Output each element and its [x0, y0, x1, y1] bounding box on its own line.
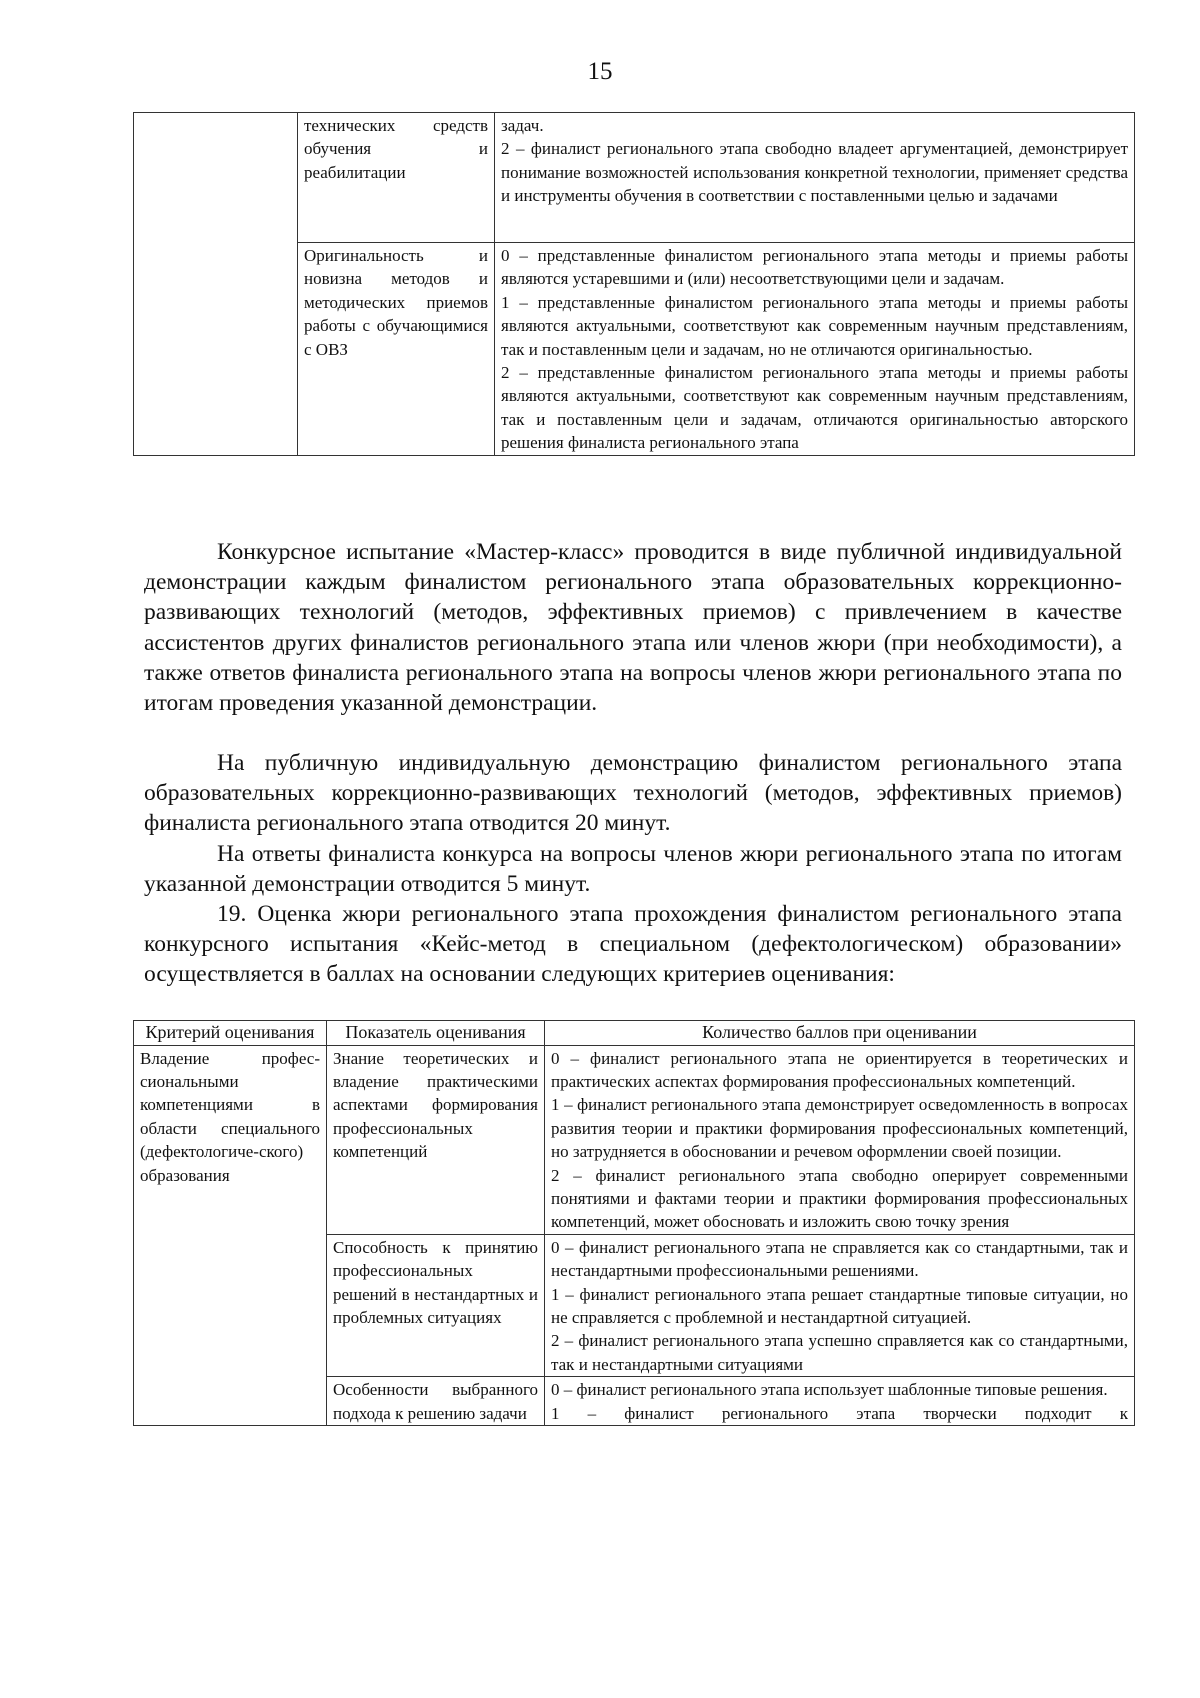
- criterion-cell-empty: [134, 113, 298, 456]
- column-header: Критерий оценивания: [134, 1021, 327, 1046]
- body-paragraph: Конкурсное испытание «Мастер-класс» проводится в виде публичной индивидуальной демонстрации каждым финалистом регионального этапа образовательных коррекционно-развивающих технологий (методов, эффективных приемов) с привлечением в качестве ассистентов других финалистов регионального этапа или членов жюри (при необходимости), а также ответов финалиста регионального этапа на вопросы членов жюри регионального этапа по итогам проведения указанной демонстрации.: [144, 539, 1122, 717]
- score-text: 0 – представленные финалистом регионального этапа методы и приемы работы являются устаревшими и (или) несоответствующими цели и задачам.: [501, 246, 1128, 289]
- scores-cell: [545, 1234, 1135, 1376]
- score-text: 2 – финалист регионального этапа свободно владеет аргументацией, демонстрирует понимание возможностей использования конкретной технологии, применяет средства и инструменты обучения в соответствии с поставленными целью и задачами: [501, 139, 1128, 206]
- scores-cell: [545, 1377, 1135, 1426]
- page-number: 15: [587, 58, 613, 85]
- body-paragraph: 19. Оценка жюри регионального этапа прохождения финалистом регионального этапа конкурсного испытания «Кейс-метод в специальном (дефектологическом) образовании» осуществляется в баллах на основании следующих критериев оценивания:: [144, 901, 1122, 988]
- score-text: 2 – представленные финалистом регионального этапа методы и приемы работы являются актуальными, соответствуют как современным научным представлениям, так и поставленным цели и задачам, отличаются оригинальностью авторского решения финалиста регионального этапа: [501, 363, 1128, 453]
- body-paragraph: На ответы финалиста конкурса на вопросы членов жюри регионального этапа по итогам указанной демонстрации отводится 5 минут.: [144, 841, 1122, 898]
- table-row: [134, 1045, 1135, 1234]
- column-header: Показатель оценивания: [327, 1021, 545, 1046]
- score-text: 1 – финалист регионального этапа демонстрирует осведомленность в вопросах развития теории и практики формирования профессиональных компетенций, но затрудняется в обосновании и речевом оформлении своей позиции.: [551, 1095, 1128, 1162]
- score-text: 0 – финалист регионального этапа использует шаблонные типовые решения.: [551, 1380, 1108, 1400]
- score-text: 0 – финалист регионального этапа не ориентируется в теоретических и практических аспектах формирования профессиональных компетенций.: [551, 1048, 1128, 1091]
- score-text: 1 – финалист регионального этапа решает стандартные типовые ситуации, но не справляется с проблемной и нестандартной ситуацией.: [551, 1284, 1128, 1327]
- indicator-cell: Оригинальность и новизна методов и методических приемов работы с обучающимися с ОВЗ: [298, 243, 495, 456]
- score-text: задач.: [501, 116, 544, 135]
- table-row: [134, 113, 1135, 243]
- indicator-cell: технических средств обучения и реабилитации: [298, 113, 495, 243]
- score-text: 1 – финалист регионального этапа творчески подходит к: [551, 1403, 1128, 1423]
- column-header: Количество баллов при оценивании: [545, 1021, 1135, 1046]
- criterion-cell: Владение профес-сиональными компетенциями в области специального (дефектологиче-ского) образования: [134, 1045, 327, 1426]
- body-paragraph: На публичную индивидуальную демонстрацию финалистом регионального этапа образовательных коррекционно-развивающих технологий (методов, эффективных приемов) финалиста регионального этапа отводится 20 минут.: [144, 750, 1122, 837]
- score-text: 2 – финалист регионального этапа успешно справляется как со стандартными, так и нестандартными ситуациями: [551, 1331, 1128, 1374]
- criteria-table: [133, 1020, 1135, 1426]
- indicator-cell: Способность к принятию профессиональных решений в нестандартных и проблемных ситуациях: [327, 1234, 545, 1376]
- score-text: 2 – финалист регионального этапа свободно оперирует современными понятиями и фактами теории и практики формирования профессиональных компетенций, может обосновать и изложить свою точку зрения: [551, 1165, 1128, 1232]
- scores-cell: [495, 113, 1135, 243]
- score-text: 1 – представленные финалистом регионального этапа методы и приемы работы являются актуальными, соответствуют как современным научным представлениям, так и поставленным цели и задачам, но не отличаются оригинальностью.: [501, 292, 1128, 359]
- table-header-row: [134, 1021, 1135, 1046]
- criteria-table-continued: [133, 112, 1135, 456]
- indicator-cell: Знание теоретических и владение практическими аспектами формирования профессиональных компетенций: [327, 1045, 545, 1234]
- indicator-cell: Особенности выбранного подхода к решению задачи: [327, 1377, 545, 1426]
- score-text: 0 – финалист регионального этапа не справляется как со стандартными, так и нестандартными профессиональными решениями.: [551, 1237, 1128, 1281]
- scores-cell: [545, 1045, 1135, 1234]
- scores-cell: [495, 243, 1135, 456]
